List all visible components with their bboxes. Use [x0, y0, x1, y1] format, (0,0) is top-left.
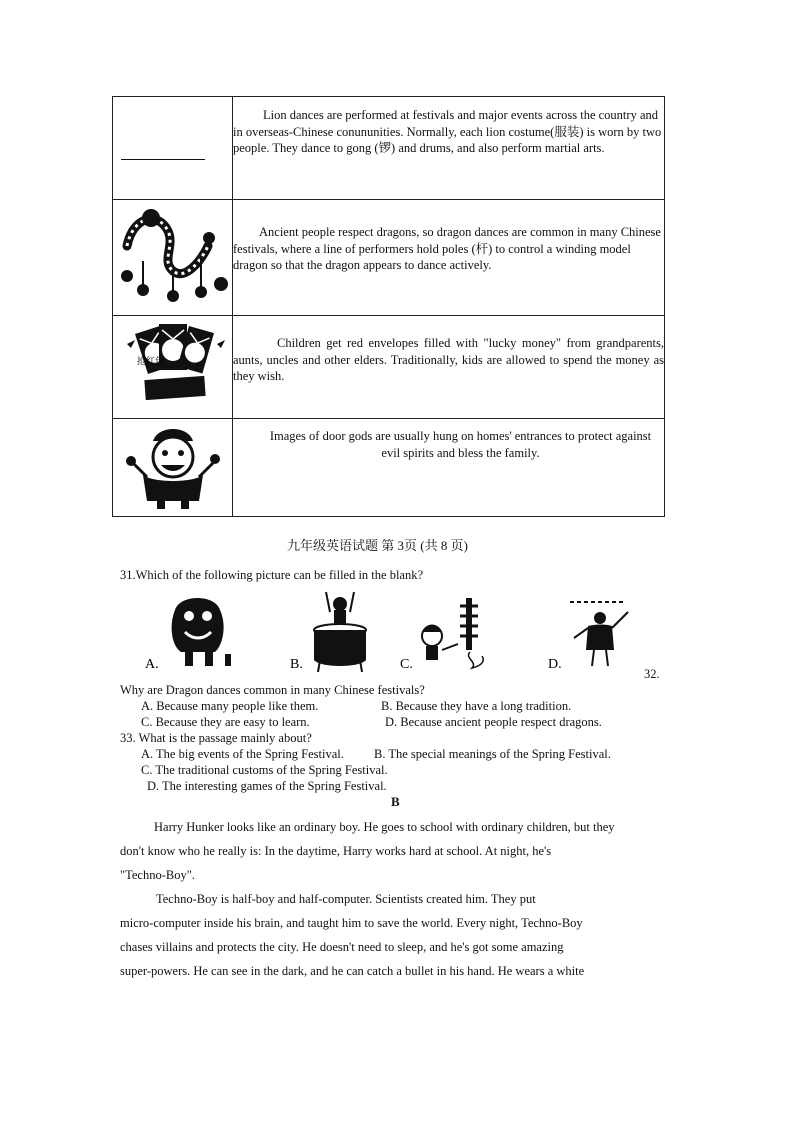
question-31: 31.Which of the following picture can be filled in the blank? [120, 568, 424, 582]
firecracker-icon [400, 592, 495, 675]
door-god-icon [113, 423, 232, 513]
passage-line: super-powers. He can see in the dark, and he can catch a bullet in his hand. He wears a white [120, 964, 585, 978]
passage-line: micro-computer inside his brain, and taught him to save the world. Every night, Techno-Boy [120, 916, 583, 930]
q33-option-a[interactable]: A. The big events of the Spring Festival. [141, 747, 344, 761]
drum-icon [290, 590, 370, 675]
section-heading: B [391, 794, 400, 809]
table-row [113, 316, 665, 419]
door-god-text: Images of door gods are usually hung on homes' entrances to protect against evil spirits and bless the family. [269, 429, 652, 460]
passage-line: Harry Hunker looks like an ordinary boy. He goes to school with ordinary children, but they [154, 820, 615, 834]
fill-blank-line [121, 159, 205, 160]
option-b[interactable] [290, 590, 370, 675]
table-row [113, 97, 665, 200]
q32-option-c[interactable]: C. Because they are easy to learn. [141, 715, 310, 729]
question-32-number: 32. [644, 667, 660, 681]
q32-option-d[interactable]: D. Because ancient people respect dragons. [385, 715, 602, 729]
festival-table [112, 96, 665, 517]
option-c-label: C. [400, 657, 413, 672]
table-row [113, 419, 665, 517]
option-b-label: B. [290, 657, 303, 672]
question-32: Why are Dragon dances common in many Chinese festivals? [120, 683, 425, 697]
passage-line: "Techno-Boy". [120, 868, 195, 882]
q33-option-d[interactable]: D. The interesting games of the Spring Festival. [147, 779, 387, 793]
lion-dance-icon [145, 590, 245, 675]
option-c[interactable] [400, 592, 495, 675]
red-envelopes-icon [113, 316, 232, 416]
blank-cell [113, 97, 233, 200]
question-33: 33. What is the passage mainly about? [120, 731, 312, 745]
passage-line: Techno-Boy is half-boy and half-computer. Scientists created him. They put [156, 892, 536, 906]
option-a-label: A. [145, 657, 159, 672]
page-footer: 九年级英语试题 第 3页 (共 8 页) [287, 538, 468, 553]
envelope-lettering: 抢红包 [137, 357, 165, 367]
option-d-label: D. [548, 657, 562, 672]
q33-option-b[interactable]: B. The special meanings of the Spring Festival. [374, 747, 611, 761]
q32-option-a[interactable]: A. Because many people like them. [141, 699, 319, 713]
q32-option-b[interactable]: B. Because they have a long tradition. [381, 699, 572, 713]
dragon-dance-icon [113, 206, 232, 306]
paper-cutting-icon [548, 594, 638, 674]
table-row [113, 200, 665, 316]
q33-option-c[interactable]: C. The traditional customs of the Spring Festival. [141, 763, 388, 777]
option-a[interactable] [145, 590, 245, 675]
option-d[interactable] [548, 594, 638, 674]
red-envelope-text: Children get red envelopes filled with "lucky money" from grandparents, aunts, uncles and other elders. Traditionally, kids are allowed to spend the money as they wish. [233, 336, 664, 383]
passage-line: don't know who he really is: In the daytime, Harry works hard at school. At night, he's [120, 844, 552, 858]
passage-line: chases villains and protects the city. He doesn't need to sleep, and he's got some amazing [120, 940, 564, 954]
lion-dance-text: Lion dances are performed at festivals and major events across the country and in overseas-Chinese conununities. Normally, each lion costume(服装) is worn by two people. They dance to gong (锣) and drums, and also perform martial arts. [233, 108, 662, 155]
dragon-dance-text: Ancient people respect dragons, so dragon dances are common in many Chinese festivals, where a line of performers hold poles (杆) to control a winding model dragon so that the dragon appears to dance actively. [233, 225, 661, 272]
